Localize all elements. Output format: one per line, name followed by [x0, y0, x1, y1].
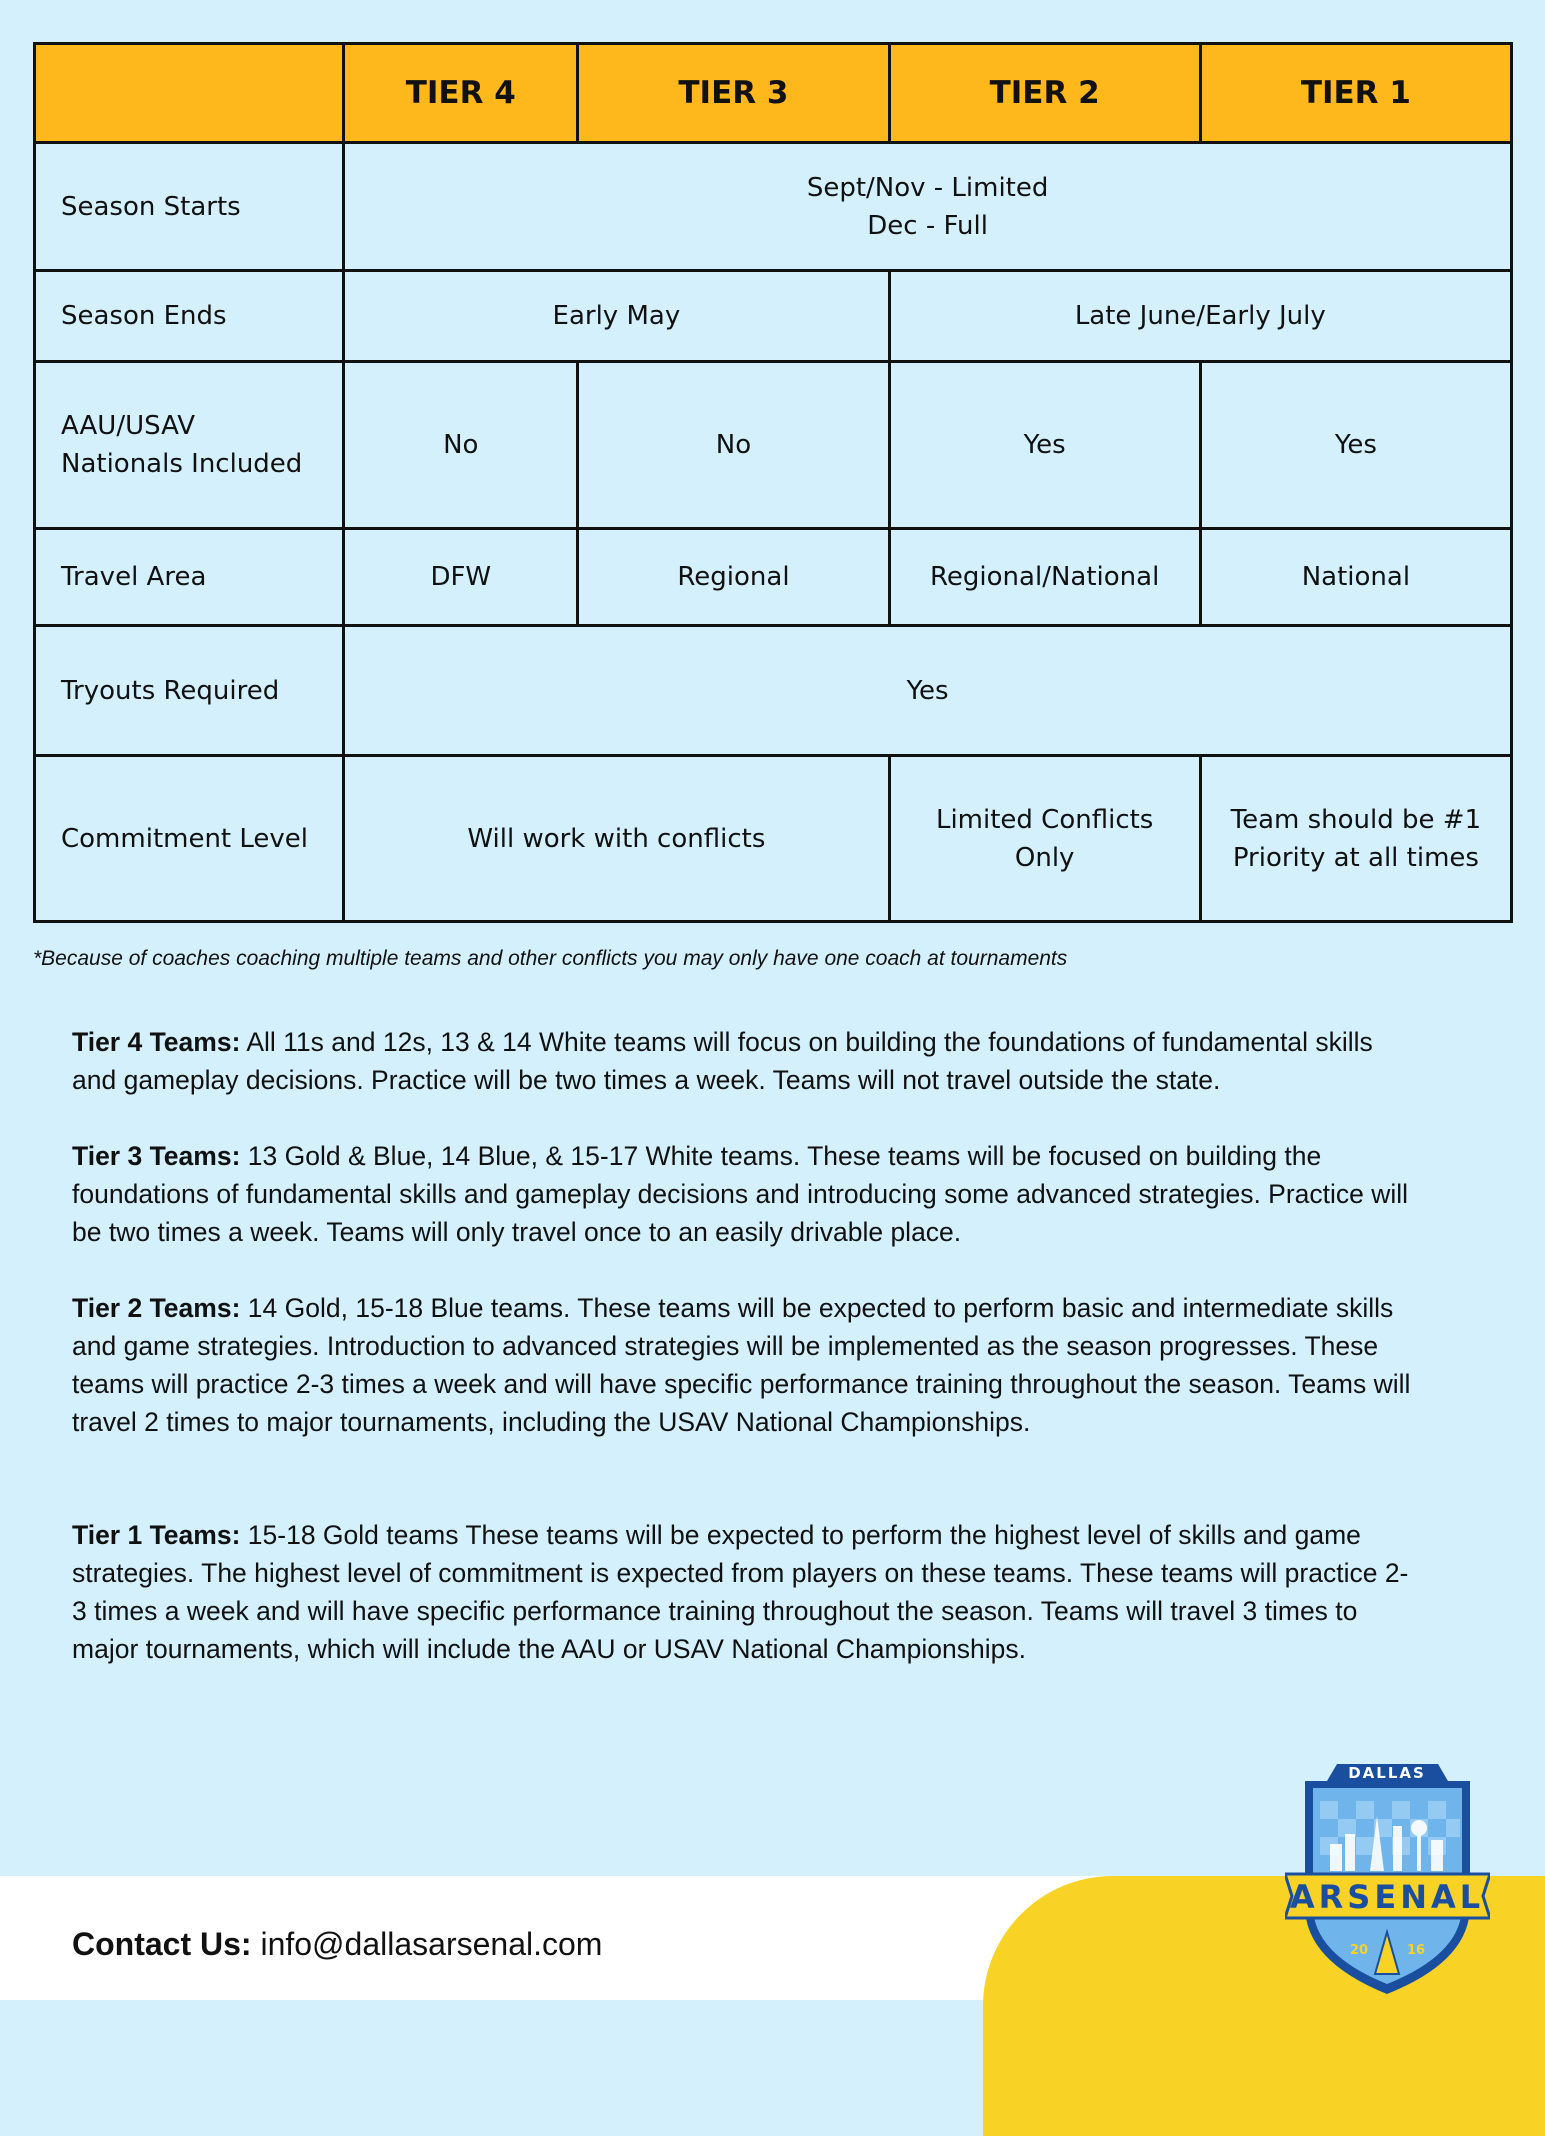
commitment-tier-2 — [889, 756, 1200, 922]
table-row — [35, 143, 1512, 271]
tier-3-heading: Tier 3 Teams: — [72, 1141, 241, 1171]
tier-2-heading: Tier 2 Teams: — [72, 1293, 241, 1323]
dallas-arsenal-logo — [1285, 1756, 1490, 2000]
table-row — [35, 626, 1512, 756]
season-ends-tier-4-3: Early May — [344, 271, 889, 362]
coaches-footnote: *Because of coaches coaching multiple teams and other conflicts you may only have one coach at tournaments — [33, 947, 1068, 970]
nationals-tier-3: No — [578, 362, 889, 529]
tier-4-text: All 11s and 12s, 13 & 14 White teams will focus on building the foundations of fundamental skills and gameplay decisions. Practice will be two times a week. Teams will not travel outside the state. — [72, 1027, 1373, 1095]
commitment-tier-2-line-2: Only — [1014, 842, 1075, 873]
contact-email: info@dallasarsenal.com — [260, 1926, 603, 1962]
row-label-season-starts: Season Starts — [35, 143, 344, 271]
season-ends-tier-2-1: Late June/Early July — [889, 271, 1511, 362]
table-row — [35, 529, 1512, 626]
header-tier-1: TIER 1 — [1200, 44, 1511, 143]
commitment-tier-1-line-2: Priority at all times — [1232, 842, 1479, 873]
nationals-label-line-2: Nationals Included — [61, 449, 303, 479]
row-label-nationals — [35, 362, 344, 529]
tier-4-heading: Tier 4 Teams: — [72, 1027, 241, 1057]
header-tier-4: TIER 4 — [344, 44, 578, 143]
row-label-commitment: Commitment Level — [35, 756, 344, 922]
season-starts-line-2: Dec - Full — [867, 210, 988, 241]
header-tier-2: TIER 2 — [889, 44, 1200, 143]
tier-3-description — [72, 1137, 1412, 1251]
season-starts-cell — [344, 143, 1512, 271]
row-label-tryouts: Tryouts Required — [35, 626, 344, 756]
table-row — [35, 362, 1512, 529]
commitment-tier-1-line-1: Team should be #1 — [1230, 804, 1482, 835]
tier-1-heading: Tier 1 Teams: — [72, 1520, 241, 1550]
tier-2-description — [72, 1289, 1412, 1441]
header-corner-cell — [35, 44, 344, 143]
travel-tier-1: National — [1200, 529, 1511, 626]
tier-comparison-table — [33, 42, 1513, 923]
contact-label: Contact Us: — [72, 1926, 252, 1962]
tier-4-description — [72, 1023, 1412, 1099]
tier-1-description — [72, 1516, 1412, 1668]
table-row — [35, 756, 1512, 922]
header-tier-3: TIER 3 — [578, 44, 889, 143]
travel-tier-3: Regional — [578, 529, 889, 626]
travel-tier-2: Regional/National — [889, 529, 1200, 626]
tier-3-text: 13 Gold & Blue, 14 Blue, & 15-17 White teams. These teams will be focused on building the foundations of fundamental skills and gameplay decisions and introducing some advanced strategies. Practice will be two times a week. Teams will only travel once to an easily drivable place. — [72, 1141, 1409, 1247]
commitment-tier-1 — [1200, 756, 1511, 922]
logo-year-left: 20 — [1349, 1943, 1369, 1958]
commitment-tier-2-line-1: Limited Conflicts — [935, 804, 1154, 835]
nationals-tier-1: Yes — [1200, 362, 1511, 529]
nationals-label-line-1: AAU/USAV — [61, 411, 196, 441]
logo-top-text: DALLAS — [1348, 1764, 1426, 1782]
tier-2-text: 14 Gold, 15-18 Blue teams. These teams will be expected to perform basic and intermediate skills and game strategies. Introduction to advanced strategies will be implemented as the season progresses. These teams will practice 2-3 times a week and will have specific performance training throughout the season. Teams will travel 2 times to major tournaments, including the USAV National Championships. — [72, 1293, 1411, 1437]
travel-tier-4: DFW — [344, 529, 578, 626]
logo-year-right: 16 — [1406, 1943, 1426, 1958]
table-header-row — [35, 44, 1512, 143]
logo-main-text: ARSENAL — [1289, 1878, 1485, 1916]
contact-line — [72, 1926, 602, 1963]
row-label-season-ends: Season Ends — [35, 271, 344, 362]
table-row — [35, 271, 1512, 362]
season-starts-line-1: Sept/Nov - Limited — [806, 172, 1049, 203]
nationals-tier-4: No — [344, 362, 578, 529]
tryouts-cell: Yes — [344, 626, 1512, 756]
tier-1-text: 15-18 Gold teams These teams will be expected to perform the highest level of skills and game strategies. The highest level of commitment is expected from players on these teams. These teams will practice 2-3 times a week and will have specific performance training throughout the season. Teams will travel 3 times to major tournaments, which will include the AAU or USAV National Championships. — [72, 1520, 1409, 1664]
row-label-travel-area: Travel Area — [35, 529, 344, 626]
nationals-tier-2: Yes — [889, 362, 1200, 529]
commitment-tier-4-3: Will work with conflicts — [344, 756, 889, 922]
